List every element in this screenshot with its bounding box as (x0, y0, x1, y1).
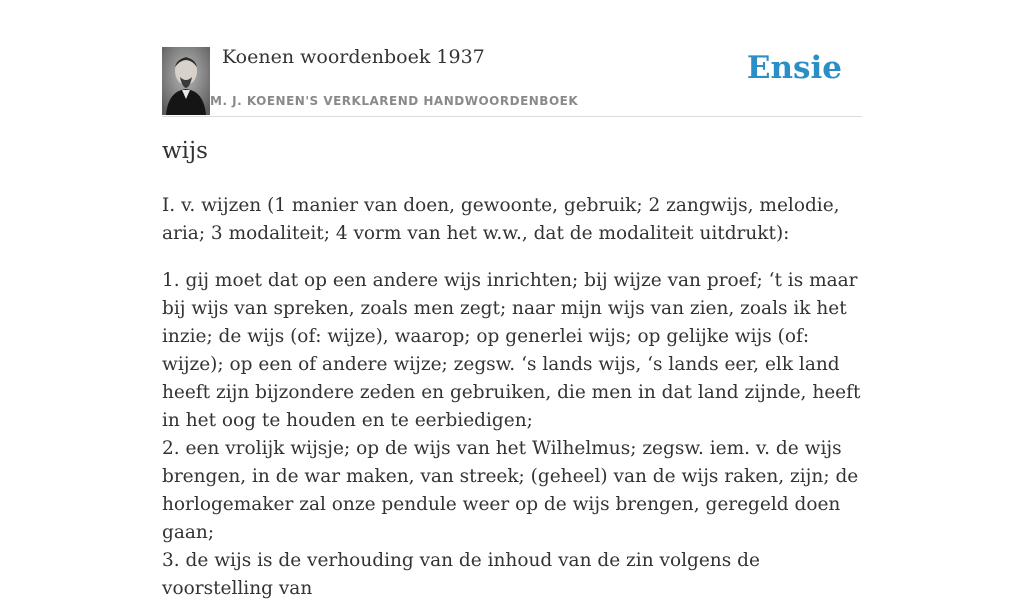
sense-2: 2. een vrolijk wijsje; op de wijs van het Wilhelmus; zegsw. iem. v. de wijs brengen, in de war maken, van streek; (geheel) van de wijs raken, zijn; de horlogemaker zal onze pendule weer op de wijs brengen, geregeld doen gaan; (162, 438, 859, 543)
ensie-logo-link[interactable]: Ensie (746, 50, 842, 86)
sense-3: 3. de wijs is de verhouding van de inhoud van de zin volgens de voorstelling van (162, 550, 760, 599)
portrait-icon (162, 47, 210, 115)
entry-headword: wijs (162, 138, 208, 164)
sense-1: 1. gij moet dat op een andere wijs inrichten; bij wijze van proef; ‘t is maar bij wijs van spreken, zoals men zegt; naar mijn wijs van zien, zoals ik het inzie; de wijs (of: wijze), waarop; op generlei wijs; op gelijke wijs (of: wijze); op een of andere wijze; zegsw. ‘s lands wijs, ‘s lands eer, elk land heeft zijn bijzondere zeden en gebruiken, die men in dat land zijnde, heeft in het oog te houden en te eerbiedigen; (162, 270, 861, 431)
entry-definition (162, 192, 864, 603)
dictionary-header (162, 46, 862, 117)
author-portrait-avatar (162, 47, 210, 115)
entry-intro: I. v. wijzen (1 manier van doen, gewoonte, gebruik; 2 zangwijs, melodie, aria; 3 modaliteit; 4 vorm van het w.w., dat de modaliteit uitdrukt): (162, 195, 840, 244)
book-title[interactable]: Koenen woordenboek 1937 (222, 46, 485, 68)
book-subtitle: M. J. KOENEN'S VERKLAREND HANDWOORDENBOEK (210, 94, 579, 108)
